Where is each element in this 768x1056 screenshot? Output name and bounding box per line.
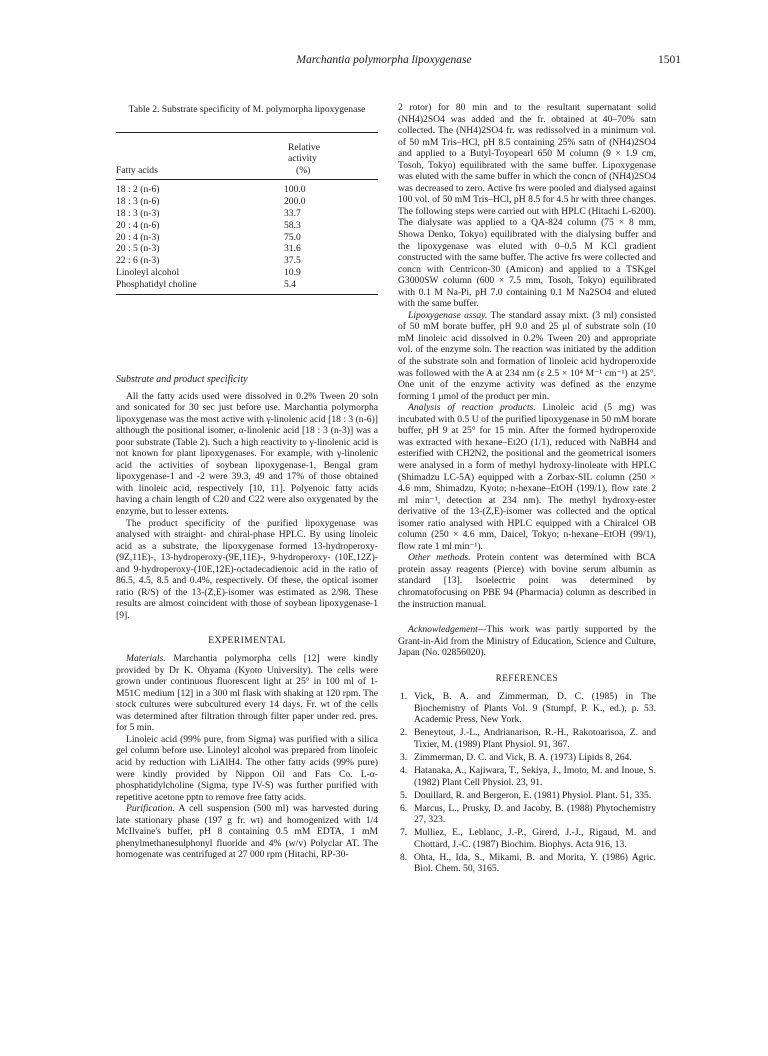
reference-number: 5. [400,789,408,801]
reference-text: Mulliez, E., Leblanc, J.-P., Girerd, J.-J., Rigaud, M. and Chottard, J.-C. (1987) Biochim. Biophys. Acta 916, 13. [414,827,656,850]
reference-item [398,827,656,850]
run-in-label: Materials. [126,653,166,665]
fatty-acid-name: 20 : 4 (n-6) [116,219,160,231]
table-bottom-rule [116,294,378,295]
paragraph [116,653,378,734]
paragraph: All the fatty acids used were dissolved in 0.2% Tween 20 soln and sonicated for 30 sec just before use. Marchantia polymorpha lipoxygenase was the most active with γ-linolenic acid [18 : 3 (n-6)] although the positional isomer, α-linolenic acid [18 : 3 (n-3)] was a poor substrate (Table 2). Such a high reactivity to γ-linolenic acid is not known for plant lipoxygenases. For example, with γ-linolenic acid the activities of soybean lipoxygenase-1, Bengal gram lipoxygenase-1 and -2 were 39.3, 49 and 17% of those obtained with linoleic acid, respectively [10, 11]. Polyenoic fatty acids having a chain length of C20 and C22 were also oxygenated by the enzyme, but to lesser extents. [116,390,378,518]
table-row [116,220,378,232]
paragraph [398,310,656,402]
relative-activity-value: 58.3 [284,219,301,231]
table-row [116,232,378,244]
paragraph: The product specificity of the purified lipoxygenase was analysed with straight- and chiral-phase HPLC. By using linoleic acid as a substrate, the lipoxygenase formed 13-hydroperoxy-(9Z,11E)-, 13-hydroperoxy-(9E,11E)-, 9-hydroperoxy- (10E,12Z)- and 9-hydroperoxy-(10E,12E)-octadecadienoic acid in the ratio of 86.5, 4.5, 8.5 and 0.4%, respectively. Of these, the optical isomer ratio (R/S) of the 13-(Z,E)-isomer was estimated as 2/98. These results are almost coincident with those of soybean lipoxygenase-1 [9]. [116,517,378,621]
reference-text: Hatanaka, A., Kajiwara, T., Sekiya, J., Imoto, M. and Inoue, S. (1982) Plant Cell Physiol. 23, 91. [414,765,656,788]
reference-number: 6. [400,802,408,814]
table-row [116,196,378,208]
paragraph: 2 rotor) for 80 min and to the resultant supernatant solid (NH4)2SO4 was added and the fr. obtained at 40–70% satn collected. The (NH4)2SO4 fr. was redissolved in a minimum vol. of 50 mM Tris–HCl, pH 8.5 containing 25% satn of (NH4)2SO4 and applied to a Butyl-Toyopearl 650 M column (9 × 1.9 cm, Tosoh, Tokyo) equilibrated with the same buffer. Lipoxygenase was eluted with the same buffer in which the concn of (NH4)2SO4 was decreased to zero. Active frs were pooled and dialysed against 100 vol. of 50 mM Tris–HCl, pH 8.5 for 4.5 hr with three changes. The following steps were carried out with HPLC (Hitachi L-6200). The dialysate was applied to a QA-824 column (75 × 8 mm, Showa Denko, Tokyo) equilibrated with the dialysing buffer and the lipoxygenase was eluted with 0–0.5 M KCl gradient constructed with the same buffer. The active frs were collected and concn with Centricon-30 (Amicon) and applied to a TSKgel G3000SW column (600 × 7.5 mm, Tosoh, Tokyo) equilibrated with 0.1 M Na-Pi, pH 7.0 containing 0.1 M Na2SO4 and eluted with the same buffer. [398,102,656,310]
reference-text: Marcus, L., Prusky, D. and Jacoby, B. (1988) Phytochemistry 27, 323. [414,802,656,826]
table-header-row [116,142,378,176]
table-header-rule [116,179,378,180]
relative-activity-value: 31.6 [284,243,301,255]
reference-item [398,852,656,875]
paragraph-text: The standard assay mixt. (3 ml) consisted of 50 mM borate buffer, pH 9.0 and 25 μl of substrate soln (10 mM linoleic acid dissolved in 0.2% Tween 20) and appropriate vol. of the enzyme soln. The reaction was initiated by the addition of the substrate soln and formation of linoleic acid hydroperoxide was followed with the A at 234 nm (ε 2.5 × 10⁴ M⁻¹ cm⁻¹) at 25°. One unit of the enzyme activity was defined as the enzyme forming 1 μmol of the product per min. [398,309,656,402]
run-in-label: Purification. [126,803,175,815]
fatty-acid-name: Linoleyl alcohol [116,267,180,279]
left-column [116,374,378,861]
table-row [116,255,378,267]
reference-item [398,765,656,788]
reference-item [398,790,656,802]
fatty-acid-name: Phosphatidyl choline [116,278,197,290]
acknowledgement [398,624,656,659]
table-row [116,279,378,291]
run-in-label: Other methods. [408,552,471,564]
paragraph-text: A cell suspension (500 ml) was harvested during late stationary phase (197 g fr. wt) and homogenized with 1/4 McIlvaine's buffer, pH 8 containing 0.5 mM EDTA, 1 mM phenylmethanesulphonyl fluoride and 4% (w/v) Polyclar AT. The homogenate was centrifuged at 27 000 rpm (Hitachi, RP-30- [116,803,379,861]
reference-item [398,691,656,726]
relative-activity-value: 37.5 [284,255,301,267]
references-list [398,691,656,875]
table-caption: Table 2. Substrate specificity of M. polymorpha lipoxygenase [128,104,366,115]
table-row [116,208,378,220]
table-row [116,243,378,255]
paragraph-text: Marchantia polymorpha cells [12] were kindly provided by Dr K. Ohyama (Kyoto University). The cells were grown under continuous fluorescent light at 25° in 100 ml of 1-M51C medium [12] in a 300 ml flask with shaking at 120 rpm. The stock cultures were subcultured every 14 days. Fr. wt of the cells was determined after filtration through filter paper under red. pres. for 5 min. [116,653,378,734]
header-line: activity [288,153,317,165]
reference-number: 2. [400,727,408,739]
fatty-acid-name: 18 : 3 (n-6) [116,196,160,208]
paragraph: Linoleic acid (99% pure, from Sigma) was purified with a silica gel column before use. Linoleyl alcohol was prepared from linoleic acid by reduction with LiAlH4. The other fatty acids (99% pure) were kindly provided by Nippon Oil and Fats Co. L-α-phosphatidylcholine (Sigma, type IV-S) was further purified with repetitive acetone pptn to remove free fatty acids. [116,733,378,803]
experimental-heading: EXPERIMENTAL [208,635,286,647]
relative-activity-value: 75.0 [284,231,301,243]
reference-text: Vick, B. A. and Zimmerman, D. C. (1985) in The Biochemistry of Plants Vol. 9 (Stumpf, P. K., ed.), p. 53. Academic Press, New York. [414,691,656,726]
relative-activity-value: 100.0 [284,184,306,196]
fatty-acid-name: 18 : 3 (n-3) [116,207,160,219]
fatty-acid-name: 20 : 5 (n-3) [116,243,160,255]
reference-number: 8. [400,851,408,863]
reference-item [398,803,656,826]
fatty-acid-name: 20 : 4 (n-3) [116,231,160,243]
paragraph [398,552,656,610]
reference-text: Beneytout, J.-L., Andrianarison, R.-H., Rakotoarisoa, Z. and Tixier, M. (1989) Plant Physiol. 91, 367. [414,727,656,750]
paragraph-text: Linoleic acid (5 mg) was incubated with 0.5 U of the purified lipoxygenase in 50 mM borate buffer, pH 9 at 25° for 15 min. After the formed hydroperoxide was extracted with hexane–Et2O (1/1), reduced with NaBH4 and esterified with CH2N2, the positional and the geometrical isomers were analysed in a form of methyl hydroxy-linoleate with HPLC (Shimadzu LC-5A) equipped with a Zorbax-SIL column (250 × 4.6 mm, Shimadzu, Kyoto; n-hexane–EtOH (199/1), flow rate 2 ml min⁻¹, detection at 234 nm). The methyl hydroxy-ester derivative of the 13-(Z,E)-isomer was collected and the optical isomer ratio analysed with HPLC equipped with a Chiralcel OB column (250 × 4.6 mm, Daicel, Tokyo; n-hexane–EtOH (99/1), flow rate 1 ml min⁻¹). [398,402,656,552]
substrate-table [116,132,378,295]
relative-activity-value: 33.7 [284,207,301,219]
relative-activity-value: 200.0 [284,196,306,208]
table-header-activity [266,142,378,176]
table-row [116,267,378,279]
reference-item [398,752,656,764]
reference-text: Zimmerman, D. C. and Vick, B. A. (1973) Lipids 8, 264. [414,751,632,763]
paragraph [116,803,378,861]
paragraph-text: Protein content was determined with BCA protein assay reagents (Pierce) with bovine serum albumin as standard [13]. Isoelectric point was determined by chromatofocusing on PBE 94 (Pharmacia) column as described in the instruction manual. [398,552,656,610]
fatty-acid-name: 22 : 6 (n-3) [116,255,160,267]
reference-number: 4. [400,765,408,777]
run-in-label: Analysis of reaction products. [408,402,536,414]
reference-number: 1. [400,691,408,703]
header-line: Relative [288,142,320,153]
reference-number: 3. [400,751,408,763]
run-in-label: Lipoxygenase assay. [408,309,488,321]
right-column [398,102,656,876]
page-number: 1501 [658,54,681,66]
relative-activity-value: 5.4 [284,278,296,290]
paragraph [398,402,656,552]
running-title: Marchantia polymorpha lipoxygenase [296,54,472,66]
run-in-label: Acknowledgement— [408,624,487,636]
header-line: (%) [296,164,311,176]
reference-number: 7. [400,827,408,839]
table-body [116,184,378,291]
paragraph-text: This work was partly supported by the Grant-in-Aid from the Ministry of Education, Science and Culture, Japan (No. 02856020). [398,624,656,659]
relative-activity-value: 10.9 [284,267,301,279]
table-top-rule [116,132,378,133]
references-heading: REFERENCES [495,672,559,683]
reference-text: Ohta, H., Ida, S., Mikami, B. and Morita, Y. (1986) Agric. Biol. Chem. 50, 3165. [414,851,656,875]
reference-text: Douillard, R. and Bergeron, E. (1981) Physiol. Plant. 51, 335. [414,789,652,801]
reference-item [398,727,656,750]
table-header-fatty-acids: Fatty acids [116,165,158,177]
table-row [116,184,378,196]
fatty-acid-name: 18 : 2 (n-6) [116,184,160,196]
section-heading: Substrate and product specificity [116,374,248,385]
